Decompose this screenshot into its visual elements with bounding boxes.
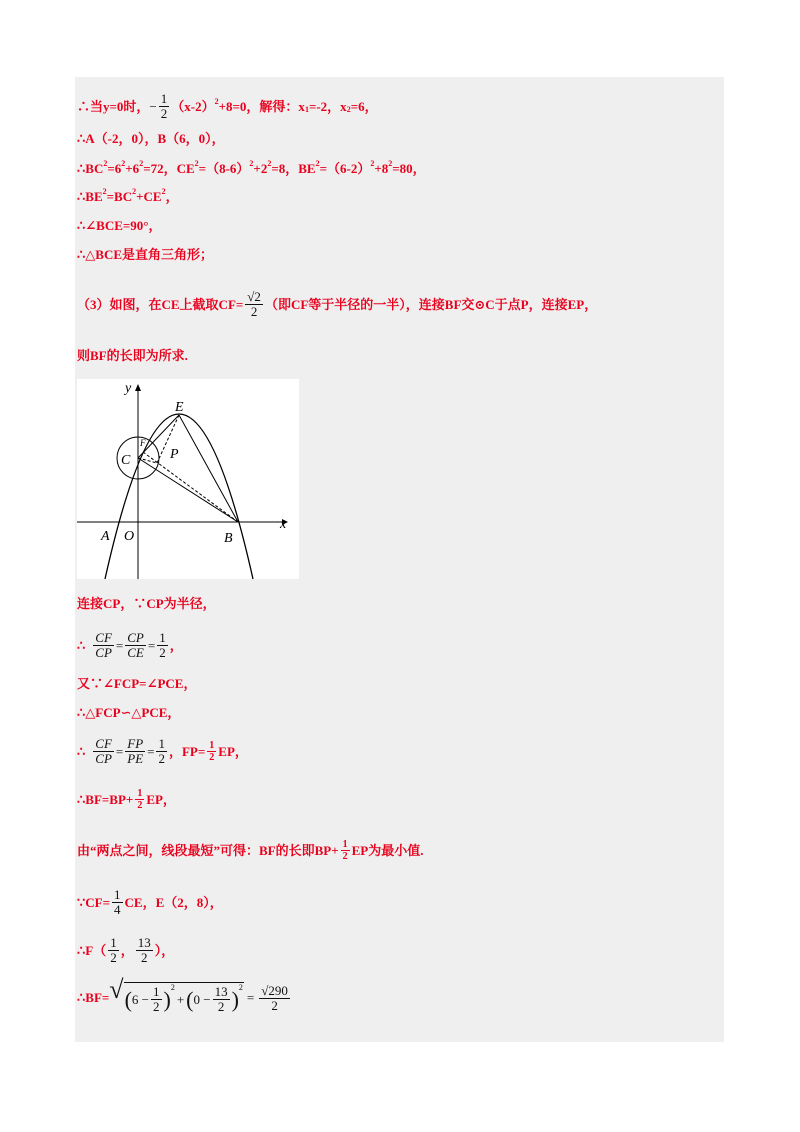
radical-sign: √ [109, 975, 124, 1004]
segment-eb [179, 415, 238, 522]
line-7: （3）如图，在CE上截取CF= $\frac{√2}{2}$ （即CF等于半径的一半），连接BF交⊙C于点P，连接EP， [77, 289, 598, 319]
minus-sign: − [149, 98, 157, 114]
fraction-half-small: $\frac{1}{2}$ [137, 788, 143, 811]
label-f: F [140, 438, 146, 448]
y-axis-arrow [135, 384, 141, 391]
fraction-fp-pe: $\frac{FP}{PE}$ [127, 736, 144, 766]
fraction-quarter: $\frac{1}{4}$ [114, 887, 121, 917]
line-2: ∴A（-2，0），B（6，0）， [77, 131, 225, 146]
fraction-13-over-2: $\frac{13}{2}$ [137, 935, 151, 965]
fraction-half: $\frac{1}{2}$ [153, 984, 160, 1014]
line-3: ∴BC $^2$ =6 $^2$ +6 $^2$ =72，CE $^2$ =（8-6） $^2$ +2 $^2$ =8，BE $^2$ =（6-2） $^2$ +8 $^2$ =80， [77, 159, 426, 176]
segment-cb [138, 458, 238, 522]
fraction-half: $\frac{1}{2}$ [159, 630, 166, 660]
geometry-figure [77, 379, 299, 579]
segment-cp-dashed [138, 458, 157, 463]
sqrt-expression [109, 975, 244, 1014]
line-5: ∴∠BCE=90°， [77, 218, 162, 233]
parabola-diagram [77, 379, 299, 579]
line-17: ∴F（ $\frac{1}{2}$ ， $\frac{13}{2}$ ）， [77, 935, 175, 965]
fraction-cf-cp: $\frac{CF}{CP}$ [95, 736, 112, 766]
fraction-half: $\frac{1}{2}$ [110, 935, 117, 965]
line-9: 连接CP，∵CP为半径， [77, 596, 216, 611]
line-1: ∴当y=0时， − $\frac{1}{2}$ （x-2） $^2$ +8=0，解得：x $_1$ =-2，x $_2$ =6， [77, 91, 378, 121]
label-a: A [101, 529, 110, 544]
line-15: 由“两点之间，线段最短”可得：BF的长即BP+ $\frac{1}{2}$ EP为最小值. [77, 839, 424, 862]
fraction-half: $\frac{1}{2}$ [158, 736, 165, 766]
fraction-half-small: $\frac{1}{2}$ [342, 839, 348, 862]
label-e: E [175, 400, 184, 415]
fraction-half-small: $\frac{1}{2}$ [209, 740, 215, 763]
line-6: ∴△BCE是直角三角形； [77, 247, 213, 262]
line-18: ∴BF= √ ( 6 − $\frac{1}{2}$ ) $^2$ + ( 0 − $\frac{13}{2}$ ) $^2$ = $\frac{√290}{2}$ [77, 975, 288, 1014]
line-4: ∴BE $^2$ =BC $^2$ +CE $^2$ ， [77, 187, 179, 204]
radicand: ( 6 − $\frac{1}{2}$ ) $^2$ + ( 0 − $\frac{13}{2}$ ) $^2$ [124, 982, 243, 1014]
fraction-cf-cp: $\frac{CF}{CP}$ [95, 630, 112, 660]
fraction-half: $\frac{1}{2}$ [160, 91, 168, 121]
parabola-curve [105, 414, 253, 579]
fraction-sqrt2-over-2: $\frac{√2}{2}$ [247, 289, 261, 319]
line-14: ∴BF=BP+ $\frac{1}{2}$ EP， [77, 788, 176, 811]
line-10: ∴ $\frac{CF}{CP}$ = $\frac{CP}{CE}$ = $\frac{1}{2}$ ， [77, 630, 183, 660]
fraction-13-over-2: $\frac{13}{2}$ [214, 984, 228, 1014]
fraction-cp-ce: $\frac{CP}{CE}$ [127, 630, 144, 660]
label-b: B [224, 531, 233, 546]
line-12: ∴△FCP∽△PCE， [77, 705, 181, 720]
label-p: P [170, 447, 179, 462]
label-y: y [125, 381, 132, 396]
label-x: x [280, 517, 287, 532]
label-o: O [124, 529, 135, 544]
line-11: 又∵∠FCP=∠PCE， [77, 676, 197, 691]
line-13: ∴ $\frac{CF}{CP}$ = $\frac{FP}{PE}$ = $\frac{1}{2}$ ，FP= $\frac{1}{2}$ EP， [77, 736, 248, 766]
fraction-sqrt290-over-2: $\frac{√290}{2}$ [261, 982, 288, 1013]
line-16: ∵CF= $\frac{1}{4}$ CE，E（2，8）， [77, 887, 223, 917]
line-8: 则BF的长即为所求. [77, 348, 188, 363]
label-c: C [121, 453, 131, 468]
